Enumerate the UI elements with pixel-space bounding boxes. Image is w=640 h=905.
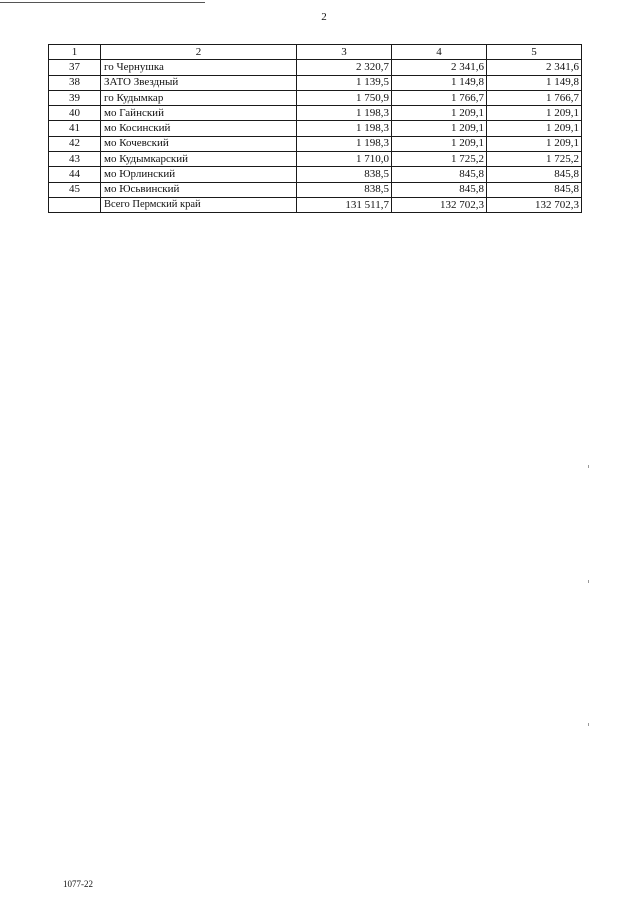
column-header: 3 xyxy=(297,45,392,60)
value-col3: 1 750,9 xyxy=(297,90,392,105)
municipality-name: мо Юрлинский xyxy=(101,167,297,182)
value-col5: 1 725,2 xyxy=(487,152,582,167)
value-col4: 1 209,1 xyxy=(392,121,487,136)
value-col3: 1 710,0 xyxy=(297,152,392,167)
municipality-name: мо Юсьвинский xyxy=(101,182,297,197)
table-row xyxy=(49,152,582,167)
value-col5: 1 209,1 xyxy=(487,136,582,151)
budget-table xyxy=(48,44,582,213)
value-col3: 2 320,7 xyxy=(297,60,392,75)
column-header: 1 xyxy=(49,45,101,60)
total-col3: 131 511,7 xyxy=(297,197,392,212)
municipality-name: мо Гайнский xyxy=(101,106,297,121)
value-col4: 1 209,1 xyxy=(392,106,487,121)
value-col5: 845,8 xyxy=(487,167,582,182)
column-header: 4 xyxy=(392,45,487,60)
municipality-name: мо Кочевский xyxy=(101,136,297,151)
table-row xyxy=(49,90,582,105)
value-col4: 1 725,2 xyxy=(392,152,487,167)
municipality-name: го Чернушка xyxy=(101,60,297,75)
table-row xyxy=(49,121,582,136)
value-col5: 2 341,6 xyxy=(487,60,582,75)
table-row xyxy=(49,182,582,197)
row-number: 45 xyxy=(49,182,101,197)
column-header: 5 xyxy=(487,45,582,60)
total-row-number xyxy=(49,197,101,212)
row-number: 41 xyxy=(49,121,101,136)
value-col5: 1 209,1 xyxy=(487,121,582,136)
value-col3: 838,5 xyxy=(297,182,392,197)
page-number: 2 xyxy=(321,11,327,23)
value-col4: 1 209,1 xyxy=(392,136,487,151)
municipality-name: мо Косинский xyxy=(101,121,297,136)
value-col3: 1 198,3 xyxy=(297,121,392,136)
table-row xyxy=(49,75,582,90)
row-number: 44 xyxy=(49,167,101,182)
row-number: 37 xyxy=(49,60,101,75)
table-total-row xyxy=(49,197,582,212)
table-row xyxy=(49,60,582,75)
scan-edge-line xyxy=(0,2,205,3)
value-col5: 1 209,1 xyxy=(487,106,582,121)
municipality-name: го Кудымкар xyxy=(101,90,297,105)
row-number: 38 xyxy=(49,75,101,90)
scan-speck xyxy=(588,465,589,468)
row-number: 39 xyxy=(49,90,101,105)
row-number: 43 xyxy=(49,152,101,167)
value-col3: 1 198,3 xyxy=(297,136,392,151)
municipality-name: ЗАТО Звездный xyxy=(101,75,297,90)
value-col5: 1 766,7 xyxy=(487,90,582,105)
scan-speck xyxy=(588,723,589,726)
document-code: 1077-22 xyxy=(63,879,93,889)
value-col4: 1 149,8 xyxy=(392,75,487,90)
value-col4: 1 766,7 xyxy=(392,90,487,105)
row-number: 40 xyxy=(49,106,101,121)
municipality-name: мо Кудымкарский xyxy=(101,152,297,167)
value-col3: 1 139,5 xyxy=(297,75,392,90)
column-header: 2 xyxy=(101,45,297,60)
total-label: Всего Пермский край xyxy=(101,197,297,212)
value-col4: 845,8 xyxy=(392,167,487,182)
value-col3: 838,5 xyxy=(297,167,392,182)
table-header-row xyxy=(49,45,582,60)
scan-speck xyxy=(588,580,589,583)
row-number: 42 xyxy=(49,136,101,151)
total-col5: 132 702,3 xyxy=(487,197,582,212)
value-col4: 845,8 xyxy=(392,182,487,197)
value-col5: 1 149,8 xyxy=(487,75,582,90)
table-row xyxy=(49,167,582,182)
value-col3: 1 198,3 xyxy=(297,106,392,121)
total-col4: 132 702,3 xyxy=(392,197,487,212)
table-row xyxy=(49,106,582,121)
value-col5: 845,8 xyxy=(487,182,582,197)
value-col4: 2 341,6 xyxy=(392,60,487,75)
table-row xyxy=(49,136,582,151)
